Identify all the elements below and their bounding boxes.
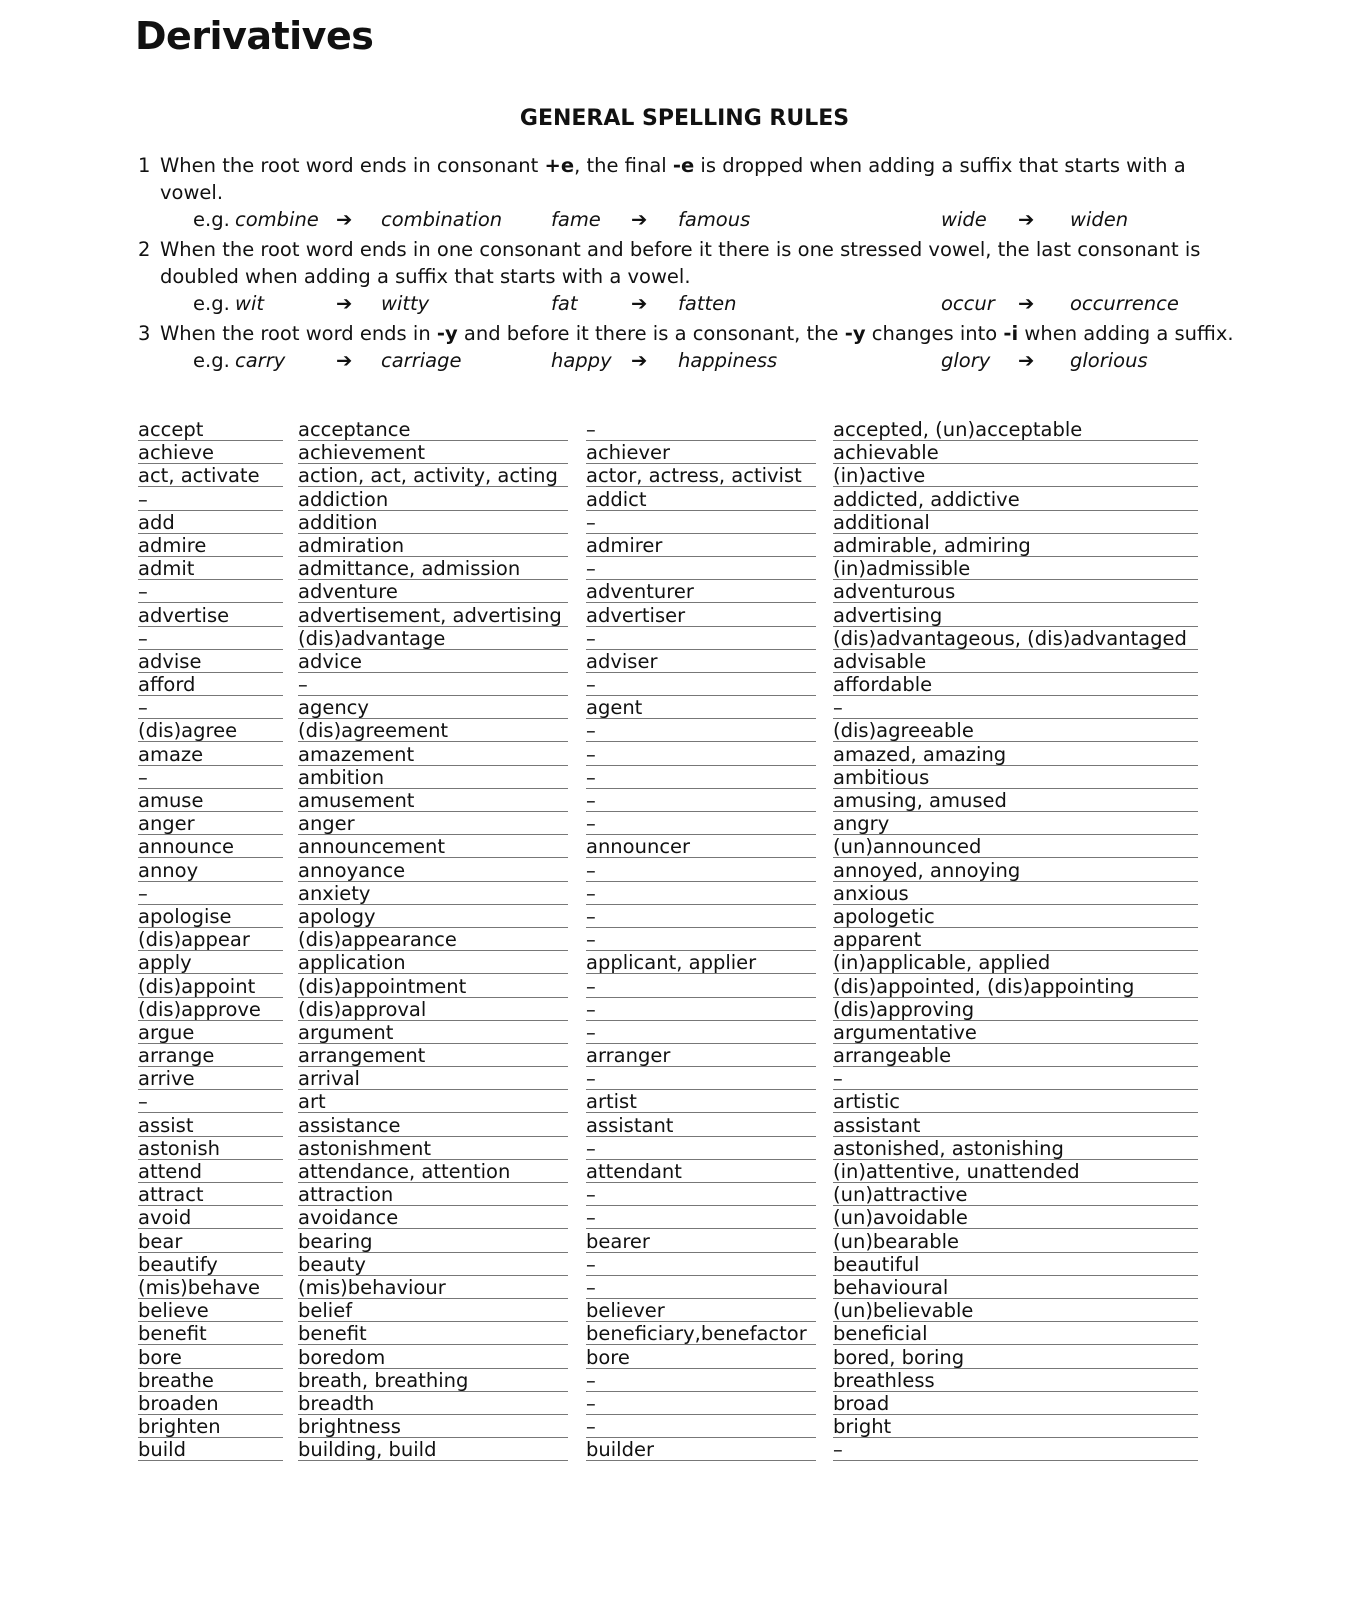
person-noun-cell: –: [586, 998, 816, 1021]
verb-cell: assist: [138, 1114, 283, 1137]
noun-cell: anxiety: [298, 882, 568, 905]
person-noun-cell: adventurer: [586, 580, 816, 603]
noun-cell: achievement: [298, 441, 568, 464]
verb-cell: broaden: [138, 1392, 283, 1415]
person-noun-cell: achiever: [586, 441, 816, 464]
table-row: [138, 766, 1198, 789]
adjective-cell: (un)avoidable: [833, 1206, 1198, 1229]
noun-cell: (dis)appearance: [298, 928, 568, 951]
noun-cell: assistance: [298, 1114, 568, 1137]
adjective-cell: bright: [833, 1415, 1198, 1438]
person-noun-cell: builder: [586, 1438, 816, 1461]
adjective-cell: ambitious: [833, 766, 1198, 789]
table-row: [138, 905, 1198, 928]
verb-cell: –: [138, 627, 283, 650]
table-row: [138, 488, 1198, 511]
person-noun-cell: agent: [586, 696, 816, 719]
noun-cell: action, act, activity, acting: [298, 464, 568, 487]
table-row: [138, 627, 1198, 650]
noun-cell: building, build: [298, 1438, 568, 1461]
rule-number: 3: [138, 322, 151, 345]
adjective-cell: anxious: [833, 882, 1198, 905]
arrow-right-icon: ➔: [336, 208, 353, 231]
adjective-cell: breathless: [833, 1369, 1198, 1392]
arrow-right-icon: ➔: [631, 208, 648, 231]
example-derived: widen: [1070, 208, 1129, 231]
adjective-cell: (in)applicable, applied: [833, 951, 1198, 974]
spelling-rule: [138, 320, 1248, 375]
person-noun-cell: attendant: [586, 1160, 816, 1183]
noun-cell: breath, breathing: [298, 1369, 568, 1392]
verb-cell: –: [138, 1090, 283, 1113]
table-row: [138, 673, 1198, 696]
eg-label: e.g.: [193, 292, 230, 315]
person-noun-cell: –: [586, 1021, 816, 1044]
person-noun-cell: arranger: [586, 1044, 816, 1067]
verb-cell: apologise: [138, 905, 283, 928]
noun-cell: arrival: [298, 1067, 568, 1090]
person-noun-cell: assistant: [586, 1114, 816, 1137]
table-row: [138, 1346, 1198, 1369]
verb-cell: add: [138, 511, 283, 534]
person-noun-cell: –: [586, 673, 816, 696]
noun-cell: application: [298, 951, 568, 974]
rule-examples: [138, 347, 1248, 375]
example-root: happy: [551, 349, 612, 372]
verb-cell: brighten: [138, 1415, 283, 1438]
person-noun-cell: beneficiary,benefactor: [586, 1322, 816, 1345]
noun-cell: (dis)appointment: [298, 975, 568, 998]
noun-cell: bearing: [298, 1230, 568, 1253]
verb-cell: admire: [138, 534, 283, 557]
table-row: [138, 812, 1198, 835]
adjective-cell: –: [833, 696, 1198, 719]
table-row: [138, 1090, 1198, 1113]
table-row: [138, 789, 1198, 812]
person-noun-cell: bearer: [586, 1230, 816, 1253]
adjective-cell: beautiful: [833, 1253, 1198, 1276]
adjective-cell: additional: [833, 511, 1198, 534]
table-row: [138, 1253, 1198, 1276]
person-noun-cell: –: [586, 1137, 816, 1160]
noun-cell: breadth: [298, 1392, 568, 1415]
arrow-right-icon: ➔: [1018, 349, 1035, 372]
example-root: wit: [235, 292, 265, 315]
adjective-cell: (un)attractive: [833, 1183, 1198, 1206]
verb-cell: advertise: [138, 604, 283, 627]
table-row: [138, 418, 1198, 441]
arrow-right-icon: ➔: [631, 292, 648, 315]
verb-cell: advise: [138, 650, 283, 673]
adjective-cell: (un)believable: [833, 1299, 1198, 1322]
arrow-right-icon: ➔: [631, 349, 648, 372]
verb-cell: avoid: [138, 1206, 283, 1229]
verb-cell: build: [138, 1438, 283, 1461]
verb-cell: afford: [138, 673, 283, 696]
adjective-cell: arrangeable: [833, 1044, 1198, 1067]
noun-cell: (dis)approval: [298, 998, 568, 1021]
spelling-rules-list: [138, 152, 1248, 377]
example-root: wide: [941, 208, 987, 231]
noun-cell: (mis)behaviour: [298, 1276, 568, 1299]
noun-cell: attendance, attention: [298, 1160, 568, 1183]
table-row: [138, 743, 1198, 766]
rule-number: 2: [138, 238, 151, 261]
verb-cell: arrive: [138, 1067, 283, 1090]
page-title: Derivatives: [135, 14, 374, 58]
adjective-cell: (un)announced: [833, 835, 1198, 858]
example-root: carry: [235, 349, 286, 372]
table-row: [138, 1044, 1198, 1067]
verb-cell: attend: [138, 1160, 283, 1183]
person-noun-cell: –: [586, 789, 816, 812]
noun-cell: addiction: [298, 488, 568, 511]
table-row: [138, 1415, 1198, 1438]
verb-cell: attract: [138, 1183, 283, 1206]
noun-cell: art: [298, 1090, 568, 1113]
verb-cell: amuse: [138, 789, 283, 812]
adjective-cell: artistic: [833, 1090, 1198, 1113]
person-noun-cell: –: [586, 1415, 816, 1438]
noun-cell: brightness: [298, 1415, 568, 1438]
table-row: [138, 998, 1198, 1021]
adjective-cell: apparent: [833, 928, 1198, 951]
person-noun-cell: –: [586, 905, 816, 928]
rule-examples: [138, 290, 1248, 318]
person-noun-cell: bore: [586, 1346, 816, 1369]
person-noun-cell: artist: [586, 1090, 816, 1113]
noun-cell: amusement: [298, 789, 568, 812]
person-noun-cell: –: [586, 1253, 816, 1276]
verb-cell: breathe: [138, 1369, 283, 1392]
adjective-cell: beneficial: [833, 1322, 1198, 1345]
person-noun-cell: applicant, applier: [586, 951, 816, 974]
noun-cell: (dis)advantage: [298, 627, 568, 650]
noun-cell: belief: [298, 1299, 568, 1322]
verb-cell: arrange: [138, 1044, 283, 1067]
adjective-cell: (un)bearable: [833, 1230, 1198, 1253]
verb-cell: argue: [138, 1021, 283, 1044]
verb-cell: amaze: [138, 743, 283, 766]
verb-cell: (dis)agree: [138, 719, 283, 742]
noun-cell: attraction: [298, 1183, 568, 1206]
noun-cell: amazement: [298, 743, 568, 766]
table-row: [138, 534, 1198, 557]
example-derived: carriage: [381, 349, 462, 372]
eg-label: e.g.: [193, 349, 230, 372]
verb-cell: (mis)behave: [138, 1276, 283, 1299]
verb-cell: –: [138, 696, 283, 719]
table-row: [138, 1160, 1198, 1183]
adjective-cell: amazed, amazing: [833, 743, 1198, 766]
table-row: [138, 882, 1198, 905]
table-row: [138, 1322, 1198, 1345]
adjective-cell: amusing, amused: [833, 789, 1198, 812]
person-noun-cell: –: [586, 1183, 816, 1206]
adjective-cell: advertising: [833, 604, 1198, 627]
noun-cell: beauty: [298, 1253, 568, 1276]
rule-number: 1: [138, 154, 151, 177]
adjective-cell: angry: [833, 812, 1198, 835]
table-row: [138, 975, 1198, 998]
noun-cell: adventure: [298, 580, 568, 603]
person-noun-cell: –: [586, 766, 816, 789]
table-row: [138, 1276, 1198, 1299]
verb-cell: act, activate: [138, 464, 283, 487]
table-row: [138, 1392, 1198, 1415]
rule-examples: [138, 206, 1248, 234]
verb-cell: anger: [138, 812, 283, 835]
verb-cell: –: [138, 882, 283, 905]
adjective-cell: assistant: [833, 1114, 1198, 1137]
verb-cell: (dis)appear: [138, 928, 283, 951]
table-row: [138, 1299, 1198, 1322]
table-row: [138, 835, 1198, 858]
adjective-cell: addicted, addictive: [833, 488, 1198, 511]
adjective-cell: (in)active: [833, 464, 1198, 487]
table-row: [138, 464, 1198, 487]
adjective-cell: annoyed, annoying: [833, 859, 1198, 882]
table-row: [138, 1438, 1198, 1461]
person-noun-cell: –: [586, 743, 816, 766]
adjective-cell: advisable: [833, 650, 1198, 673]
adjective-cell: argumentative: [833, 1021, 1198, 1044]
example-derived: combination: [381, 208, 503, 231]
verb-cell: announce: [138, 835, 283, 858]
example-derived: fatten: [678, 292, 737, 315]
verb-cell: (dis)approve: [138, 998, 283, 1021]
verb-cell: benefit: [138, 1322, 283, 1345]
derivatives-table: [138, 418, 1198, 1461]
verb-cell: accept: [138, 418, 283, 441]
verb-cell: bear: [138, 1230, 283, 1253]
verb-cell: apply: [138, 951, 283, 974]
person-noun-cell: –: [586, 1276, 816, 1299]
verb-cell: –: [138, 488, 283, 511]
noun-cell: astonishment: [298, 1137, 568, 1160]
adjective-cell: accepted, (un)acceptable: [833, 418, 1198, 441]
example-derived: glorious: [1070, 349, 1148, 372]
adjective-cell: (in)admissible: [833, 557, 1198, 580]
adjective-cell: (dis)agreeable: [833, 719, 1198, 742]
arrow-right-icon: ➔: [336, 292, 353, 315]
example-derived: witty: [381, 292, 430, 315]
rule-text: When the root word ends in consonant +e, the final -e is dropped when adding a suffix that starts with a vowel.: [160, 154, 1186, 204]
adjective-cell: affordable: [833, 673, 1198, 696]
rule-text: When the root word ends in one consonant and before it there is one stressed vowel, the last consonant is doubled when adding a suffix that starts with a vowel.: [160, 238, 1201, 288]
noun-cell: advertisement, advertising: [298, 604, 568, 627]
person-noun-cell: –: [586, 1067, 816, 1090]
arrow-right-icon: ➔: [336, 349, 353, 372]
arrow-right-icon: ➔: [1018, 292, 1035, 315]
person-noun-cell: –: [586, 511, 816, 534]
person-noun-cell: admirer: [586, 534, 816, 557]
table-row: [138, 1114, 1198, 1137]
noun-cell: argument: [298, 1021, 568, 1044]
adjective-cell: (dis)approving: [833, 998, 1198, 1021]
rules-heading: GENERAL SPELLING RULES: [519, 106, 850, 131]
adjective-cell: astonished, astonishing: [833, 1137, 1198, 1160]
noun-cell: apology: [298, 905, 568, 928]
table-row: [138, 650, 1198, 673]
table-row: [138, 719, 1198, 742]
person-noun-cell: believer: [586, 1299, 816, 1322]
example-root: occur: [941, 292, 995, 315]
person-noun-cell: –: [586, 882, 816, 905]
person-noun-cell: –: [586, 1392, 816, 1415]
adjective-cell: behavioural: [833, 1276, 1198, 1299]
rule-text: When the root word ends in -y and before it there is a consonant, the -y changes into -i when adding a suffix.: [160, 322, 1234, 345]
example-derived: occurrence: [1070, 292, 1179, 315]
verb-cell: achieve: [138, 441, 283, 464]
adjective-cell: (in)attentive, unattended: [833, 1160, 1198, 1183]
adjective-cell: –: [833, 1438, 1198, 1461]
noun-cell: addition: [298, 511, 568, 534]
noun-cell: announcement: [298, 835, 568, 858]
person-noun-cell: –: [586, 812, 816, 835]
table-row: [138, 1369, 1198, 1392]
person-noun-cell: –: [586, 627, 816, 650]
table-row: [138, 511, 1198, 534]
person-noun-cell: addict: [586, 488, 816, 511]
verb-cell: admit: [138, 557, 283, 580]
verb-cell: annoy: [138, 859, 283, 882]
noun-cell: arrangement: [298, 1044, 568, 1067]
adjective-cell: (dis)advantageous, (dis)advantaged: [833, 627, 1198, 650]
person-noun-cell: –: [586, 928, 816, 951]
table-row: [138, 1067, 1198, 1090]
verb-cell: bore: [138, 1346, 283, 1369]
noun-cell: benefit: [298, 1322, 568, 1345]
person-noun-cell: –: [586, 557, 816, 580]
verb-cell: believe: [138, 1299, 283, 1322]
noun-cell: acceptance: [298, 418, 568, 441]
adjective-cell: admirable, admiring: [833, 534, 1198, 557]
table-row: [138, 1183, 1198, 1206]
adjective-cell: achievable: [833, 441, 1198, 464]
person-noun-cell: advertiser: [586, 604, 816, 627]
noun-cell: anger: [298, 812, 568, 835]
example-root: combine: [235, 208, 319, 231]
person-noun-cell: –: [586, 1206, 816, 1229]
adjective-cell: broad: [833, 1392, 1198, 1415]
table-row: [138, 580, 1198, 603]
person-noun-cell: adviser: [586, 650, 816, 673]
noun-cell: agency: [298, 696, 568, 719]
table-row: [138, 859, 1198, 882]
person-noun-cell: announcer: [586, 835, 816, 858]
example-derived: famous: [678, 208, 751, 231]
example-root: fame: [551, 208, 601, 231]
noun-cell: admiration: [298, 534, 568, 557]
person-noun-cell: –: [586, 975, 816, 998]
verb-cell: (dis)appoint: [138, 975, 283, 998]
table-row: [138, 928, 1198, 951]
person-noun-cell: –: [586, 1369, 816, 1392]
table-row: [138, 951, 1198, 974]
example-root: glory: [941, 349, 991, 372]
noun-cell: advice: [298, 650, 568, 673]
verb-cell: beautify: [138, 1253, 283, 1276]
adjective-cell: (dis)appointed, (dis)appointing: [833, 975, 1198, 998]
person-noun-cell: –: [586, 719, 816, 742]
person-noun-cell: actor, actress, activist: [586, 464, 816, 487]
eg-label: e.g.: [193, 208, 230, 231]
noun-cell: –: [298, 673, 568, 696]
spelling-rule: [138, 236, 1248, 318]
verb-cell: –: [138, 580, 283, 603]
noun-cell: boredom: [298, 1346, 568, 1369]
adjective-cell: adventurous: [833, 580, 1198, 603]
verb-cell: astonish: [138, 1137, 283, 1160]
adjective-cell: –: [833, 1067, 1198, 1090]
table-row: [138, 1137, 1198, 1160]
table-row: [138, 1021, 1198, 1044]
example-root: fat: [551, 292, 578, 315]
noun-cell: admittance, admission: [298, 557, 568, 580]
spelling-rule: [138, 152, 1248, 234]
adjective-cell: apologetic: [833, 905, 1198, 928]
table-row: [138, 696, 1198, 719]
person-noun-cell: –: [586, 418, 816, 441]
noun-cell: (dis)agreement: [298, 719, 568, 742]
noun-cell: avoidance: [298, 1206, 568, 1229]
verb-cell: –: [138, 766, 283, 789]
person-noun-cell: –: [586, 859, 816, 882]
table-row: [138, 557, 1198, 580]
table-row: [138, 604, 1198, 627]
noun-cell: annoyance: [298, 859, 568, 882]
adjective-cell: bored, boring: [833, 1346, 1198, 1369]
table-row: [138, 441, 1198, 464]
table-row: [138, 1230, 1198, 1253]
arrow-right-icon: ➔: [1018, 208, 1035, 231]
noun-cell: ambition: [298, 766, 568, 789]
table-row: [138, 1206, 1198, 1229]
example-derived: happiness: [678, 349, 778, 372]
